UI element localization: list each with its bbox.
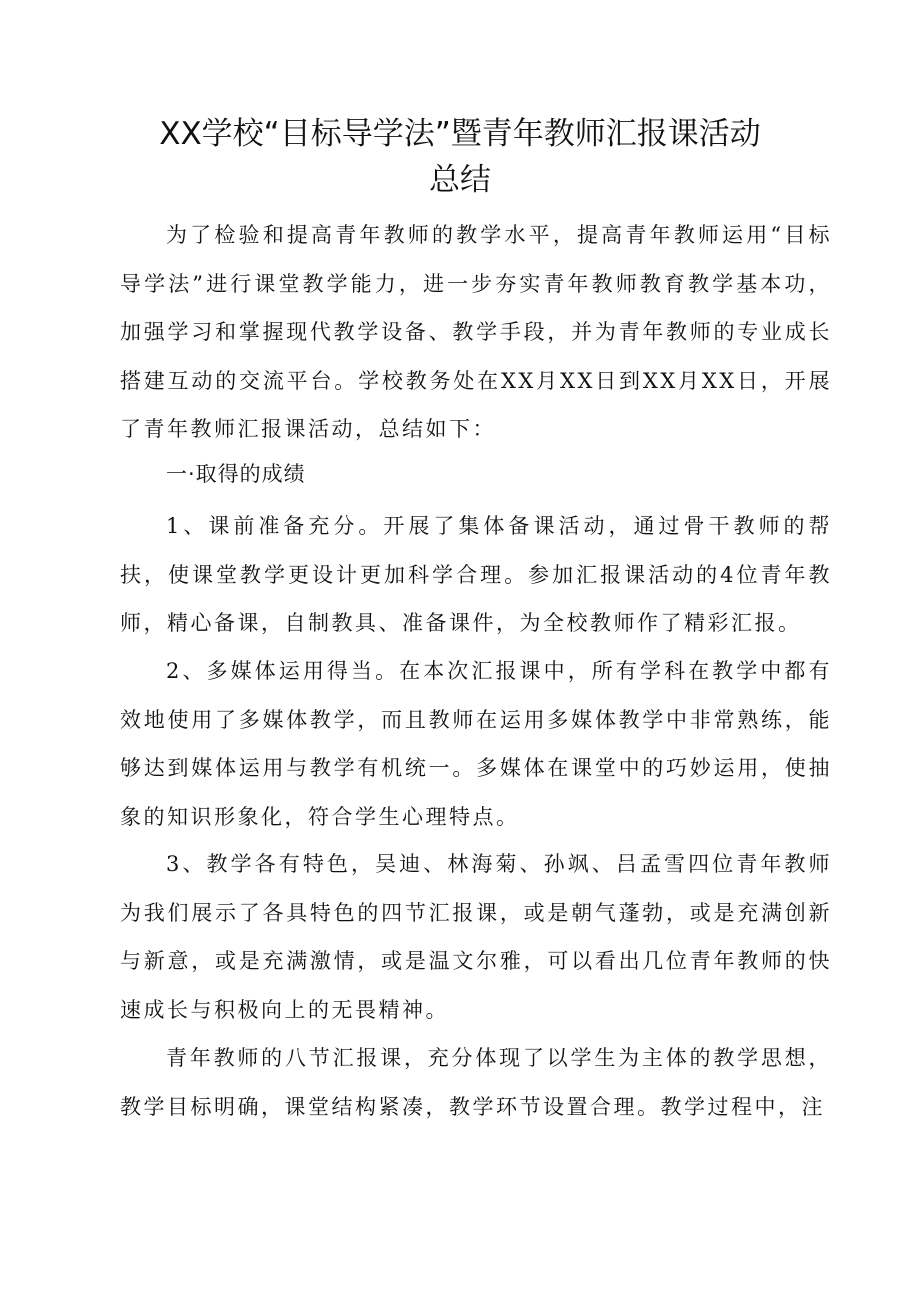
achievement-item-1: 1、课前准备充分。开展了集体备课活动，通过骨干教师的帮扶，使课堂教学更设计更加科学合理。参加汇报课活动的4位青年教师，精心备课，自制教具、准备课件，为全校教师作了精彩汇报。 [120,514,832,635]
intro-paragraph: 为了检验和提高青年教师的教学水平，提高青年教师运用“目标导学法”进行课堂教学能力，进一步夯实青年教师教育教学基本功，加强学习和掌握现代教学设备、教学手段，并为青年教师的专业成长搭建互动的交流平台。学校教务处在XX月XX日到XX月XX日，开展了青年教师汇报课活动，总结如下： [120,223,832,441]
achievement-item-3: 3、教学各有特色，吴迪、林海菊、孙飒、吕孟雪四位青年教师为我们展示了各具特色的四节汇报课，或是朝气蓬勃，或是充满创新与新意，或是充满激情，或是温文尔雅，可以看出几位青年教师的快速成长与积极向上的无畏精神。 [120,852,832,1022]
section-heading-achievements: 一·取得的成绩 [166,462,306,486]
document-title-line-2: 总结 [429,162,491,198]
closing-paragraph: 青年教师的八节汇报课，充分体现了以学生为主体的教学思想，教学目标明确，课堂结构紧凑，教学环节设置合理。教学过程中，注 [120,1046,832,1119]
achievement-item-2: 2、多媒体运用得当。在本次汇报课中，所有学科在教学中都有效地使用了多媒体教学，而且教师在运用多媒体教学中非常熟练，能够达到媒体运用与教学有机统一。多媒体在课堂中的巧妙运用，使抽象的知识形象化，符合学生心理特点。 [120,659,832,829]
document-title-line-1: XX学校“目标导学法”暨青年教师汇报课活动 [159,116,761,152]
